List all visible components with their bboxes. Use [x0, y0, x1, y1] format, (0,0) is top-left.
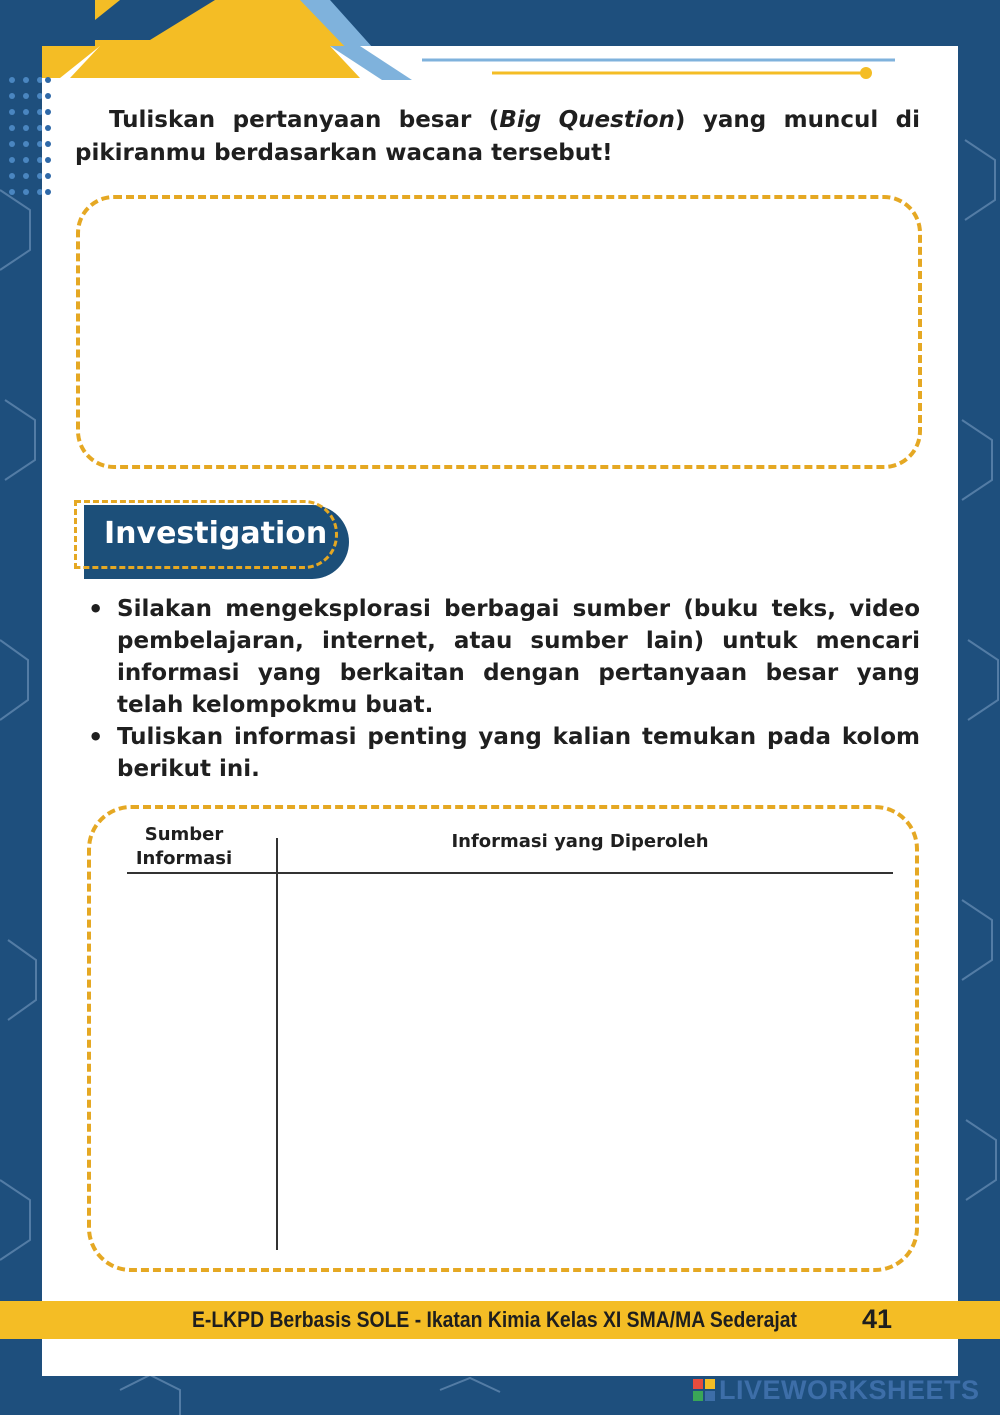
intro-text-part2: ) yang muncul di pikiranmu berdasarkan wacana tersebut!	[75, 107, 920, 166]
information-table-box	[87, 805, 919, 1272]
header-lines	[0, 0, 1000, 200]
instruction-item: • Silakan mengeksplorasi berbagai sumber (buku teks, video pembelajaran, internet, atau sumber lain) untuk mencari informasi yang berkaitan dengan pertanyaan besar yang telah kelompokmu buat.	[88, 593, 920, 721]
big-question-answer-box[interactable]	[76, 195, 922, 469]
watermark-text: LIVEWORKSHEETS	[719, 1374, 980, 1405]
instruction-item: • Tuliskan informasi penting yang kalian temukan pada kolom berikut ini.	[88, 721, 920, 785]
instruction-list	[88, 593, 920, 785]
liveworksheets-watermark	[693, 1372, 980, 1408]
intro-text-italic: Big Question	[499, 107, 675, 133]
table-column-divider	[276, 838, 278, 1250]
intro-prompt	[75, 104, 920, 170]
section-title: Investigation	[104, 516, 328, 551]
footer-text: E-LKPD Berbasis SOLE - Ikatan Kimia Kelas XI SMA/MA Sederajat	[192, 1307, 797, 1332]
table-header-source: Sumber Informasi	[135, 824, 233, 869]
intro-text-part1: Tuliskan pertanyaan besar (	[109, 107, 500, 133]
page-number: 41	[862, 1304, 893, 1334]
liveworksheets-logo-icon	[693, 1379, 715, 1401]
table-header-information: Informasi yang Diperoleh	[451, 831, 709, 852]
table-header-divider	[127, 872, 893, 874]
